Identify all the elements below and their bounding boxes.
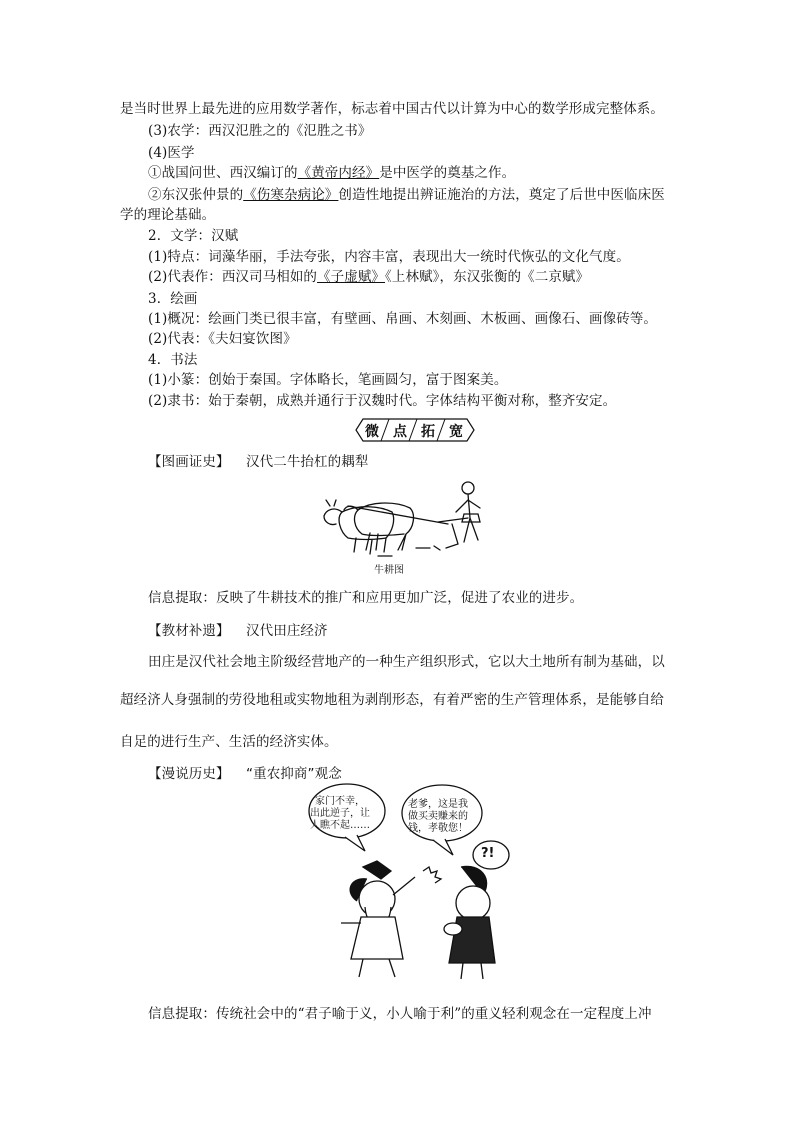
text-line — [148, 267, 680, 287]
text-span: 《上林赋》，东汉张衡的《二京赋》 — [385, 269, 590, 285]
section-title: 汉代二牛抬杠的耦犁 — [246, 454, 369, 470]
text-line: 自足的进行生产、生活的经济实体。 — [120, 734, 338, 750]
info-line: 信息提取：反映了牛耕技术的推广和应用更加广泛，促进了农业的进步。 — [148, 590, 584, 606]
text-line: 超经济人身强制的劳役地租或实物地租为剥削形态，有着严密的生产管理体系，是能够自给 — [120, 692, 664, 708]
text-line: (2)代表：《夫妇宴饮图》 — [148, 331, 297, 347]
bubble-line: 老爹，这是我 — [408, 799, 468, 810]
bubble-line: 做买卖赚来的 — [408, 811, 468, 822]
text-line — [148, 185, 680, 205]
text-span: ①战国问世、西汉编订的 — [148, 165, 298, 181]
bubble-line: 出此逆子，让 — [310, 808, 370, 819]
text-span: 是中医学的奠基之作。 — [379, 165, 516, 181]
section-banner — [355, 418, 475, 442]
banner-char: 点 — [393, 424, 407, 440]
speech-bubble-small: ?! — [481, 846, 495, 861]
section-tag: 【教材补遗】 — [148, 623, 230, 639]
text-line: 田庄是汉代社会地主阶级经营地产的一种生产组织形式，它以大土地所有制为基础，以 — [148, 654, 665, 670]
text-line: (1)小篆：创始于秦国。字体略长，笔画圆匀，富于图案美。 — [148, 372, 508, 388]
bubble-line: 人瞧不起…… — [310, 820, 370, 831]
info-line: 信息提取：传统社会中的“君子喻于义，小人喻于利”的重义轻利观念在一定程度上冲 — [148, 1006, 652, 1022]
speech-bubble-left — [310, 796, 370, 832]
ox-plowing-illustration — [318, 478, 498, 560]
text-line: (3)农学：西汉氾胜之的《氾胜之书》 — [148, 123, 372, 139]
bubble-line: 钱，孝敬您！ — [408, 823, 468, 834]
text-span: ②东汉张仲景的 — [148, 187, 244, 203]
section-title: 汉代田庄经济 — [246, 623, 328, 639]
text-line: (1)概况：绘画门类已很丰富，有壁画、帛画、木刻画、木板画、画像石、画像砖等。 — [148, 311, 658, 327]
text-span: (2)代表作：西汉司马相如的 — [148, 269, 318, 285]
book-title-underlined: 《黄帝内经》 — [297, 165, 380, 181]
text-line: 学的理论基础。 — [120, 207, 216, 223]
text-line: (1)特点：词藻华丽，手法夸张，内容丰富，表现出大一统时代恢弘的文化气度。 — [148, 249, 630, 265]
section-heading — [148, 452, 680, 472]
text-line: 4．书法 — [148, 352, 198, 368]
bubble-line: 家门不幸， — [315, 796, 365, 807]
banner-char: 宽 — [449, 424, 463, 440]
banner-char: 拓 — [421, 424, 435, 440]
text-span: 创造性地提出辨证施治的方法，奠定了后世中医临床医 — [338, 187, 665, 203]
section-heading — [148, 621, 680, 641]
text-line: 是当时世界上最先进的应用数学著作，标志着中国古代以计算为中心的数学形成完整体系。 — [120, 101, 664, 117]
text-line: (2)隶书：始于秦朝，成熟并通行于汉魏时代。字体结构平衡对称，整齐安定。 — [148, 393, 617, 409]
text-line — [148, 163, 680, 183]
banner-char: 微 — [365, 424, 379, 440]
section-heading — [148, 764, 680, 784]
book-title-underlined: 《伤寒杂病论》 — [243, 187, 339, 203]
text-line: (4)医学 — [148, 145, 195, 161]
book-title-underlined: 《子虚赋》 — [317, 269, 386, 285]
section-tag: 【图画证史】 — [148, 454, 230, 470]
text-line: 3．绘画 — [148, 291, 198, 307]
figure-caption: 牛耕图 — [374, 565, 404, 576]
text-line: 2．文学：汉赋 — [148, 228, 239, 244]
section-title: “重农抑商”观念 — [246, 766, 342, 782]
section-tag: 【漫说历史】 — [148, 766, 230, 782]
speech-bubble-right — [408, 799, 468, 835]
